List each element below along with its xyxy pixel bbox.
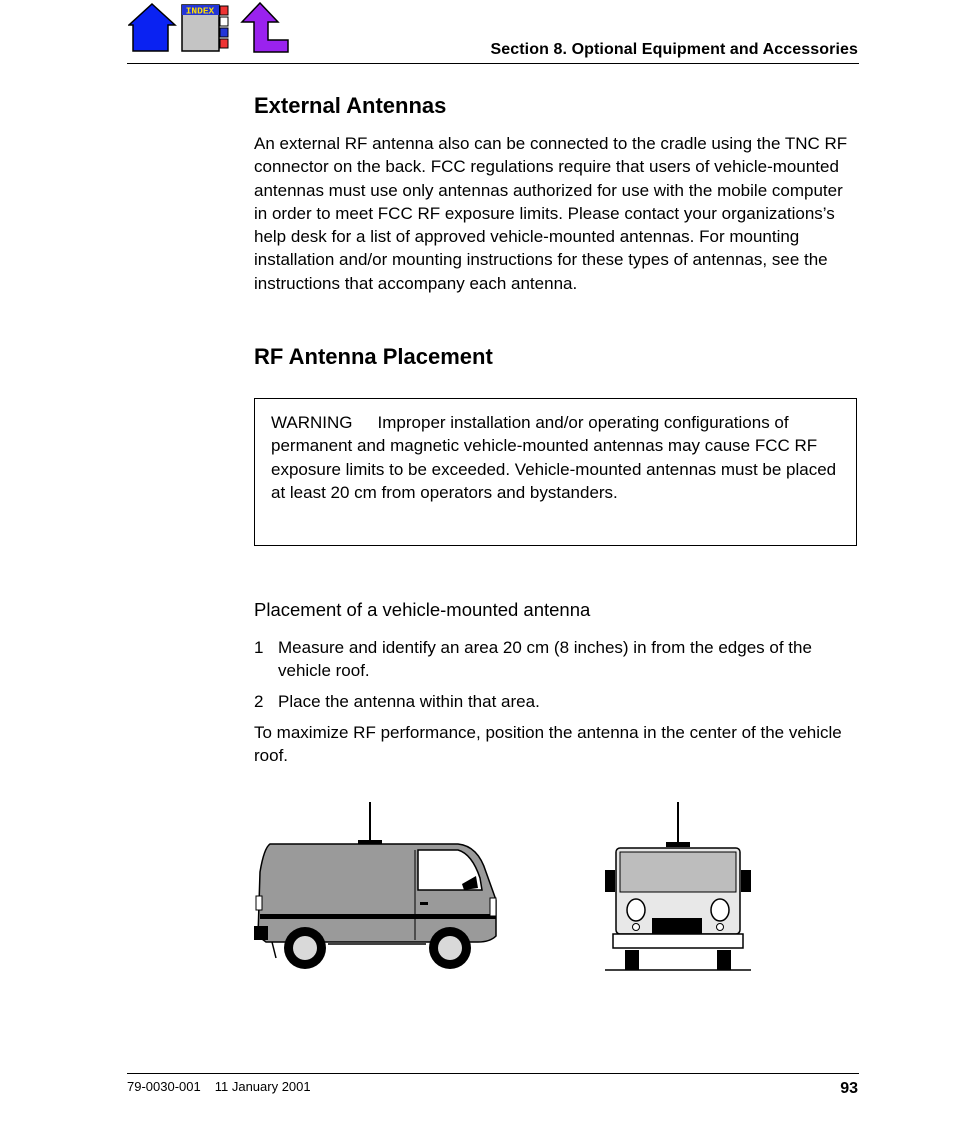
external-antennas-paragraph: An external RF antenna also can be connected to the cradle using the TNC RF connector on the back. FCC regulations require that users of vehicle-mounted antennas must use only antennas authorized for use with the mobile computer in order to meet FCC RF exposure limits. Please contact your organizations’s help desk for a list of approved vehicle-mounted antennas. For mounting installation and/or mounting instructions for these types of antennas, see the instructions that accompany each antenna. — [254, 134, 848, 293]
step-number: 1 — [254, 638, 264, 657]
step-text: Measure and identify an area 20 cm (8 inches) in from the edges of the vehicle roof. — [278, 638, 812, 681]
header-rule — [127, 63, 859, 64]
van-side-view — [254, 802, 496, 969]
list-item — [254, 636, 854, 684]
warning-text-block — [271, 411, 847, 504]
index-label: INDEX — [185, 5, 215, 17]
footer-rule — [127, 1073, 859, 1074]
index-icon[interactable] — [181, 3, 231, 53]
doc-number: 79-0030-001 — [127, 1079, 201, 1094]
back-arrow-icon[interactable] — [236, 2, 290, 54]
list-item — [254, 690, 854, 714]
warning-label: WARNING — [271, 413, 353, 432]
warning-box — [254, 398, 857, 546]
footer-info — [127, 1079, 325, 1094]
rf-placement-heading: RF Antenna Placement — [254, 344, 493, 369]
home-icon[interactable] — [128, 2, 178, 54]
step-text: Place the antenna within that area. — [278, 692, 540, 711]
warning-text: Improper installation and/or operating configurations of permanent and magnetic vehicle-mounted antennas may cause FCC RF exposure limits to be exceeded. Vehicle-mounted antennas must be placed at least 20 cm from operators and bystanders. — [271, 413, 837, 502]
section-title: Section 8. Optional Equipment and Accessories — [490, 41, 858, 58]
procedure-title: Placement of a vehicle-mounted antenna — [254, 599, 591, 620]
doc-date: 11 January 2001 — [214, 1079, 311, 1094]
external-antennas-heading: External Antennas — [254, 93, 447, 118]
vehicle-figure — [250, 798, 760, 978]
step-number: 2 — [254, 692, 264, 711]
van-front-view — [605, 802, 751, 970]
page-number: 93 — [840, 1080, 858, 1097]
procedure-note: To maximize RF performance, position the antenna in the center of the vehicle roof. — [254, 723, 842, 766]
